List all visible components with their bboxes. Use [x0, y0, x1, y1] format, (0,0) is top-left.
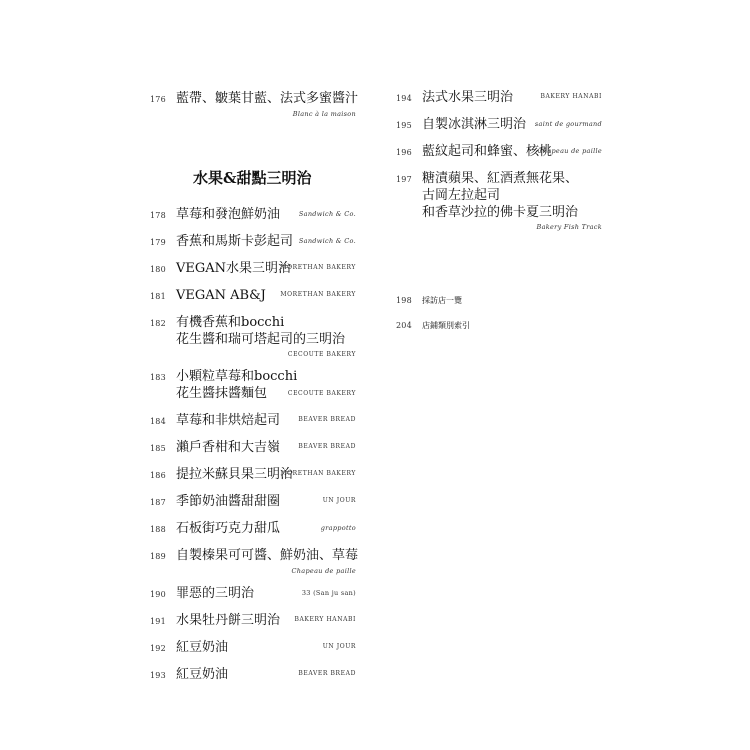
shop-name: grappotto — [320, 524, 356, 532]
item-title: 香蕉和馬斯卡彭起司 — [176, 234, 294, 249]
page-number: 179 — [150, 238, 166, 247]
list-item — [150, 612, 356, 630]
item-title: 小顆粒草莓和bocchi — [176, 369, 298, 384]
section-heading: 水果&甜點三明治 — [193, 169, 312, 187]
item-title: 季節奶油醬甜甜圈 — [176, 494, 281, 509]
shop-name: BEAVER BREAD — [298, 416, 356, 423]
list-item — [150, 547, 359, 577]
item-title: 瀨戶香柑和大吉嶺 — [176, 440, 281, 455]
item-title-line-2: 古岡左拉起司 — [422, 188, 501, 203]
page-number: 182 — [150, 319, 166, 328]
page-number: 188 — [150, 525, 166, 534]
appendix-label: 店鋪類別索引 — [422, 321, 470, 330]
appendix-label: 採訪店一覽 — [422, 296, 462, 305]
shop-name: BAKERY HANABI — [540, 93, 602, 100]
shop-name: BEAVER BREAD — [298, 670, 356, 677]
page-number: 195 — [396, 121, 412, 130]
shop-name: CECOUTE BAKERY — [287, 390, 356, 397]
item-title: 紅豆奶油 — [176, 667, 229, 682]
shop-name: Chapeau de paille — [291, 567, 356, 575]
page-number: 204 — [396, 321, 412, 330]
page-number: 197 — [396, 175, 412, 184]
appendix-item — [396, 293, 602, 307]
list-item — [150, 314, 356, 360]
item-title-line-3: 和香草沙拉的佛卡夏三明治 — [422, 205, 579, 220]
page-number: 196 — [396, 148, 412, 157]
page-number: 178 — [150, 211, 166, 220]
list-item — [150, 90, 359, 120]
list-item — [150, 439, 356, 457]
item-title: 水果牡丹餅三明治 — [176, 613, 281, 628]
shop-name: UN JOUR — [322, 643, 356, 650]
page-number: 194 — [396, 94, 412, 103]
page-number: 184 — [150, 417, 166, 426]
shop-name: saint de gourmand — [534, 120, 602, 128]
shop-name: Chapeau de paille — [537, 147, 602, 155]
item-title: 法式水果三明治 — [422, 90, 514, 105]
item-title: 罪惡的三明治 — [176, 586, 255, 601]
page-number: 176 — [150, 95, 166, 104]
item-title: 糖漬蘋果、紅酒煮無花果、 — [422, 171, 579, 186]
list-item — [150, 666, 356, 684]
page-number: 181 — [150, 292, 166, 301]
page-number: 191 — [150, 617, 166, 626]
shop-name: BEAVER BREAD — [298, 443, 356, 450]
shop-name: MORETHAN BAKERY — [280, 470, 356, 477]
item-title-line-2: 花生醬抹醬麵包 — [176, 386, 268, 401]
list-item — [150, 287, 356, 305]
list-item — [150, 206, 356, 224]
item-title: 草莓和非烘焙起司 — [176, 413, 281, 428]
shop-name: Sandwich & Co. — [298, 210, 356, 218]
shop-name: Bakery Fish Track — [536, 223, 602, 231]
page-number: 190 — [150, 590, 166, 599]
item-title: 自製冰淇淋三明治 — [422, 117, 527, 132]
shop-name: MORETHAN BAKERY — [280, 291, 356, 298]
list-item — [150, 520, 356, 538]
shop-name: BAKERY HANABI — [294, 616, 356, 623]
item-title-line-2: 花生醬和瑞可塔起司的三明治 — [176, 332, 346, 347]
item-title: VEGAN水果三明治 — [176, 261, 292, 276]
page-number: 183 — [150, 373, 166, 382]
item-title: 草莓和發泡鮮奶油 — [176, 207, 281, 222]
list-item — [396, 116, 602, 134]
page-number: 185 — [150, 444, 166, 453]
list-item — [150, 368, 356, 414]
shop-name: UN JOUR — [322, 497, 356, 504]
item-title: 石板街巧克力甜瓜 — [176, 521, 281, 536]
list-item — [396, 170, 602, 234]
appendix-item — [396, 318, 602, 332]
item-title: VEGAN AB&J — [176, 288, 266, 303]
list-item — [150, 233, 356, 251]
page-number: 186 — [150, 471, 166, 480]
shop-name: 33 (San ju san) — [301, 589, 356, 597]
page-number: 187 — [150, 498, 166, 507]
list-item — [150, 466, 356, 484]
item-title: 藍帶、皺葉甘藍、法式多蜜醬汁 — [176, 91, 359, 106]
page-number: 189 — [150, 552, 166, 561]
page-number: 180 — [150, 265, 166, 274]
item-title: 紅豆奶油 — [176, 640, 229, 655]
list-item — [150, 260, 356, 278]
shop-name: Blanc à la maison — [292, 110, 356, 118]
shop-name: Sandwich & Co. — [298, 237, 356, 245]
shop-name: CECOUTE BAKERY — [287, 351, 356, 358]
list-item — [396, 143, 602, 161]
item-title: 藍紋起司和蜂蜜、核桃 — [422, 144, 553, 159]
page-number: 193 — [150, 671, 166, 680]
page-number: 192 — [150, 644, 166, 653]
list-item — [150, 412, 356, 430]
item-title: 自製榛果可可醬、鮮奶油、草莓 — [176, 548, 359, 563]
page-number: 198 — [396, 296, 412, 305]
item-title: 有機香蕉和bocchi — [176, 315, 285, 330]
shop-name: MORETHAN BAKERY — [280, 264, 356, 271]
list-item — [150, 493, 356, 511]
item-title: 提拉米蘇貝果三明治 — [176, 467, 294, 482]
list-item — [396, 89, 602, 107]
list-item — [150, 639, 356, 657]
list-item — [150, 585, 356, 603]
